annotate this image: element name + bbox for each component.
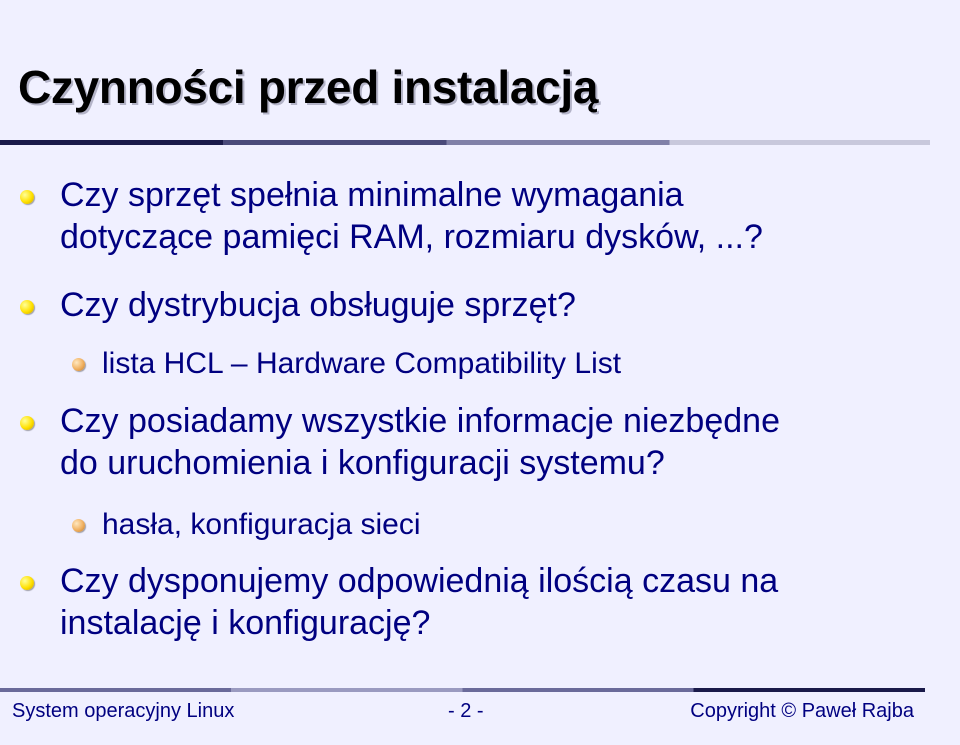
bullet-dot-icon bbox=[20, 416, 34, 430]
footer-course-title: System operacyjny Linux bbox=[12, 700, 235, 722]
title-divider bbox=[0, 140, 930, 145]
bullet-item-hardware-requirements bbox=[60, 174, 763, 258]
footer-divider bbox=[0, 688, 925, 692]
bullet-text-line: dotyczące pamięci RAM, rozmiaru dysków, ...? bbox=[60, 218, 763, 256]
bullet-item-time-available bbox=[60, 560, 778, 644]
bullet-text-line: instalację i konfigurację? bbox=[60, 604, 431, 642]
sub-bullet-dot-icon bbox=[72, 358, 85, 371]
slide-title: Czynności przed instalacją bbox=[18, 61, 599, 113]
bullet-text-line: Czy dystrybucja obsługuje sprzęt? bbox=[60, 286, 576, 324]
sub-bullet-text-line: hasła, konfiguracja sieci bbox=[102, 508, 421, 541]
bullet-text-line: Czy posiadamy wszystkie informacje niezbędne bbox=[60, 402, 780, 440]
sub-bullet-text-line: lista HCL – Hardware Compatibility List bbox=[102, 347, 622, 380]
footer-page-number: - 2 - bbox=[448, 700, 484, 722]
bullet-dot-icon bbox=[20, 300, 34, 314]
sub-bullet-item-hcl bbox=[102, 346, 621, 382]
bullet-item-distribution-support bbox=[60, 284, 576, 326]
bullet-text-line: Czy dysponujemy odpowiednią ilością czasu na bbox=[60, 562, 779, 600]
sub-bullet-dot-icon bbox=[72, 519, 85, 532]
bullet-dot-icon bbox=[20, 190, 34, 204]
bullet-dot-icon bbox=[20, 576, 34, 590]
sub-bullet-item-passwords-network bbox=[102, 507, 421, 543]
bullet-text-line: Czy sprzęt spełnia minimalne wymagania bbox=[60, 176, 684, 214]
bullet-item-required-information bbox=[60, 400, 780, 484]
footer-copyright: Copyright © Paweł Rajba bbox=[690, 700, 914, 722]
bullet-text-line: do uruchomienia i konfiguracji systemu? bbox=[60, 444, 665, 482]
